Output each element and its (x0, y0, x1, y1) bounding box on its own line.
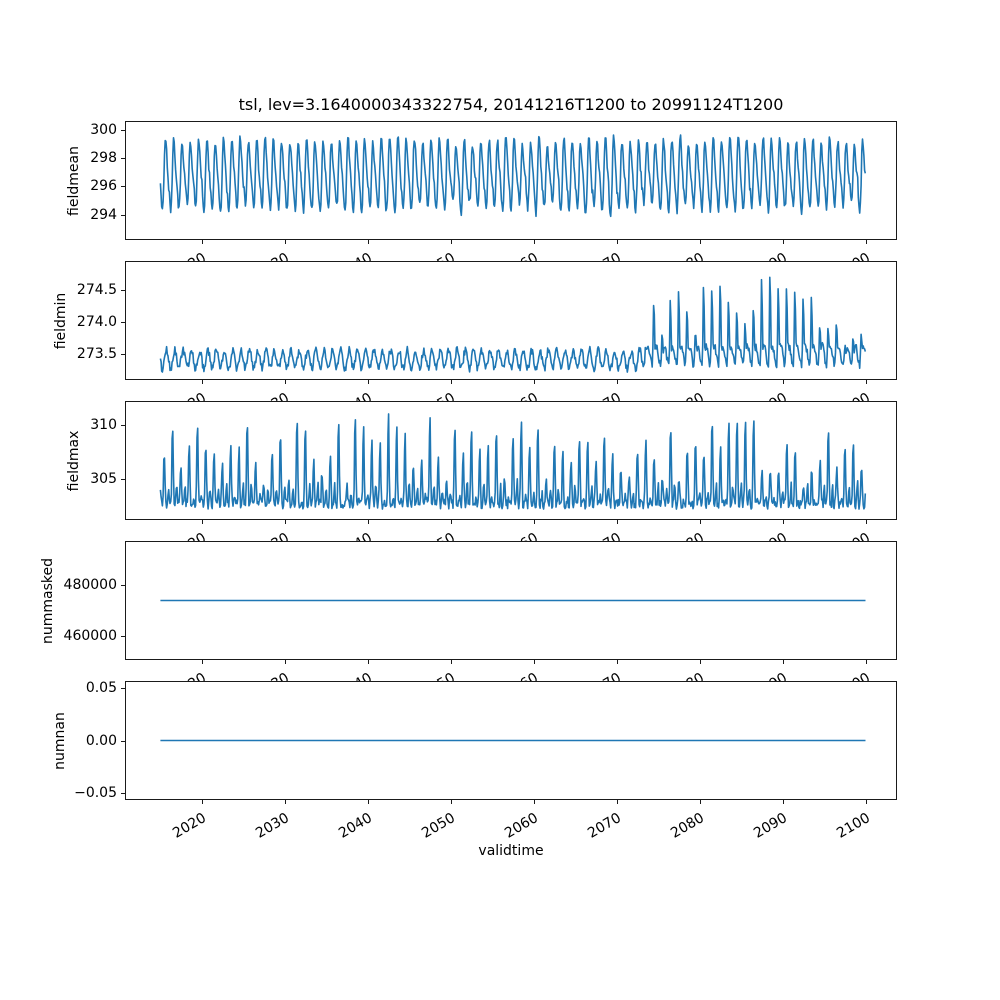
x-tickmark (783, 380, 784, 384)
x-tickmark (783, 800, 784, 804)
y-tick-label: 0.00 (85, 732, 117, 749)
x-tickmark (285, 660, 286, 664)
x-tick-label: 2070 (585, 810, 625, 842)
x-tickmark (285, 520, 286, 524)
x-tickmark (700, 520, 701, 524)
x-tickmark (285, 380, 286, 384)
x-tickmark (700, 380, 701, 384)
x-tickmark (451, 380, 452, 384)
x-tickmark (368, 240, 369, 244)
x-tick-label: 2090 (751, 810, 791, 842)
x-tickmark (202, 660, 203, 664)
y-tick-label: 0.05 (85, 679, 117, 696)
x-tickmark (866, 660, 867, 664)
x-tickmark (451, 240, 452, 244)
x-tickmark (783, 520, 784, 524)
x-tick-label: 2080 (668, 810, 708, 842)
x-tickmark (700, 800, 701, 804)
x-tick-label: 2020 (170, 810, 210, 842)
y-tick-label: 300 (90, 122, 117, 138)
y-tick-label: 460000 (63, 627, 117, 644)
x-tickmark (451, 520, 452, 524)
fieldmean-series (160, 135, 865, 216)
nummasked-line-chart (126, 542, 896, 659)
y-axis-title-nummasked: nummasked (39, 557, 56, 644)
y-tick-label: 305 (90, 471, 117, 488)
y-tick-label: 274.0 (76, 314, 117, 331)
fieldmax-line-chart (126, 402, 896, 519)
subplot-fieldmean (125, 121, 897, 240)
x-tick-label: 2050 (419, 810, 459, 842)
x-tickmark (617, 240, 618, 244)
x-tickmark (285, 240, 286, 244)
x-tickmark (866, 380, 867, 384)
x-tickmark (783, 240, 784, 244)
y-axis-title-fieldmean: fieldmean (66, 145, 83, 216)
y-axis-title-numnan: numnan (52, 711, 69, 770)
x-tickmark (202, 380, 203, 384)
x-tickmark (451, 660, 452, 664)
x-tick-label: 2030 (253, 810, 293, 842)
x-tickmark (866, 520, 867, 524)
x-tickmark (202, 800, 203, 804)
fieldmin-line-chart (126, 262, 896, 379)
x-tickmark (700, 240, 701, 244)
y-tick-label: 480000 (63, 577, 117, 594)
y-axis-title-fieldmax: fieldmax (66, 430, 83, 491)
x-tickmark (700, 660, 701, 664)
x-tickmark (368, 800, 369, 804)
x-tickmark (368, 660, 369, 664)
x-tick-label: 2040 (336, 810, 376, 842)
x-tickmark (202, 240, 203, 244)
x-tick-label: 2060 (502, 810, 542, 842)
fieldmax-series (160, 414, 865, 509)
x-tickmark (368, 380, 369, 384)
x-tickmark (866, 800, 867, 804)
x-axis-label: validtime (478, 843, 544, 859)
y-tick-label: −0.05 (74, 785, 117, 802)
y-axis-title-fieldmin: fieldmin (52, 292, 69, 349)
x-tickmark (368, 520, 369, 524)
x-tickmark (617, 660, 618, 664)
y-tick-label: 294 (90, 206, 117, 223)
x-tickmark (617, 520, 618, 524)
fieldmin-series (160, 277, 865, 372)
x-tickmark (202, 520, 203, 524)
numnan-line-chart (126, 682, 896, 799)
x-tickmark (534, 240, 535, 244)
subplot-nummasked (125, 541, 897, 660)
y-tick-label: 310 (90, 416, 117, 433)
x-tickmark (617, 380, 618, 384)
y-tick-label: 296 (90, 178, 117, 195)
subplot-fieldmin (125, 261, 897, 380)
y-tick-label: 273.5 (76, 346, 117, 363)
y-tick-label: 298 (90, 150, 117, 167)
chart-title: tsl, lev=3.1640000343322754, 20141216T1200 to 20991124T1200 (238, 95, 784, 114)
x-tickmark (451, 800, 452, 804)
x-tickmark (783, 660, 784, 664)
x-tickmark (534, 660, 535, 664)
x-tickmark (285, 800, 286, 804)
x-tickmark (534, 800, 535, 804)
y-tick-label: 274.5 (76, 281, 117, 298)
subplot-fieldmax (125, 401, 897, 520)
subplot-numnan (125, 681, 897, 800)
x-tick-label: 2100 (834, 810, 874, 842)
x-tickmark (866, 240, 867, 244)
x-tickmark (534, 520, 535, 524)
fieldmean-line-chart (126, 122, 896, 239)
x-tickmark (617, 800, 618, 804)
x-tickmark (534, 380, 535, 384)
